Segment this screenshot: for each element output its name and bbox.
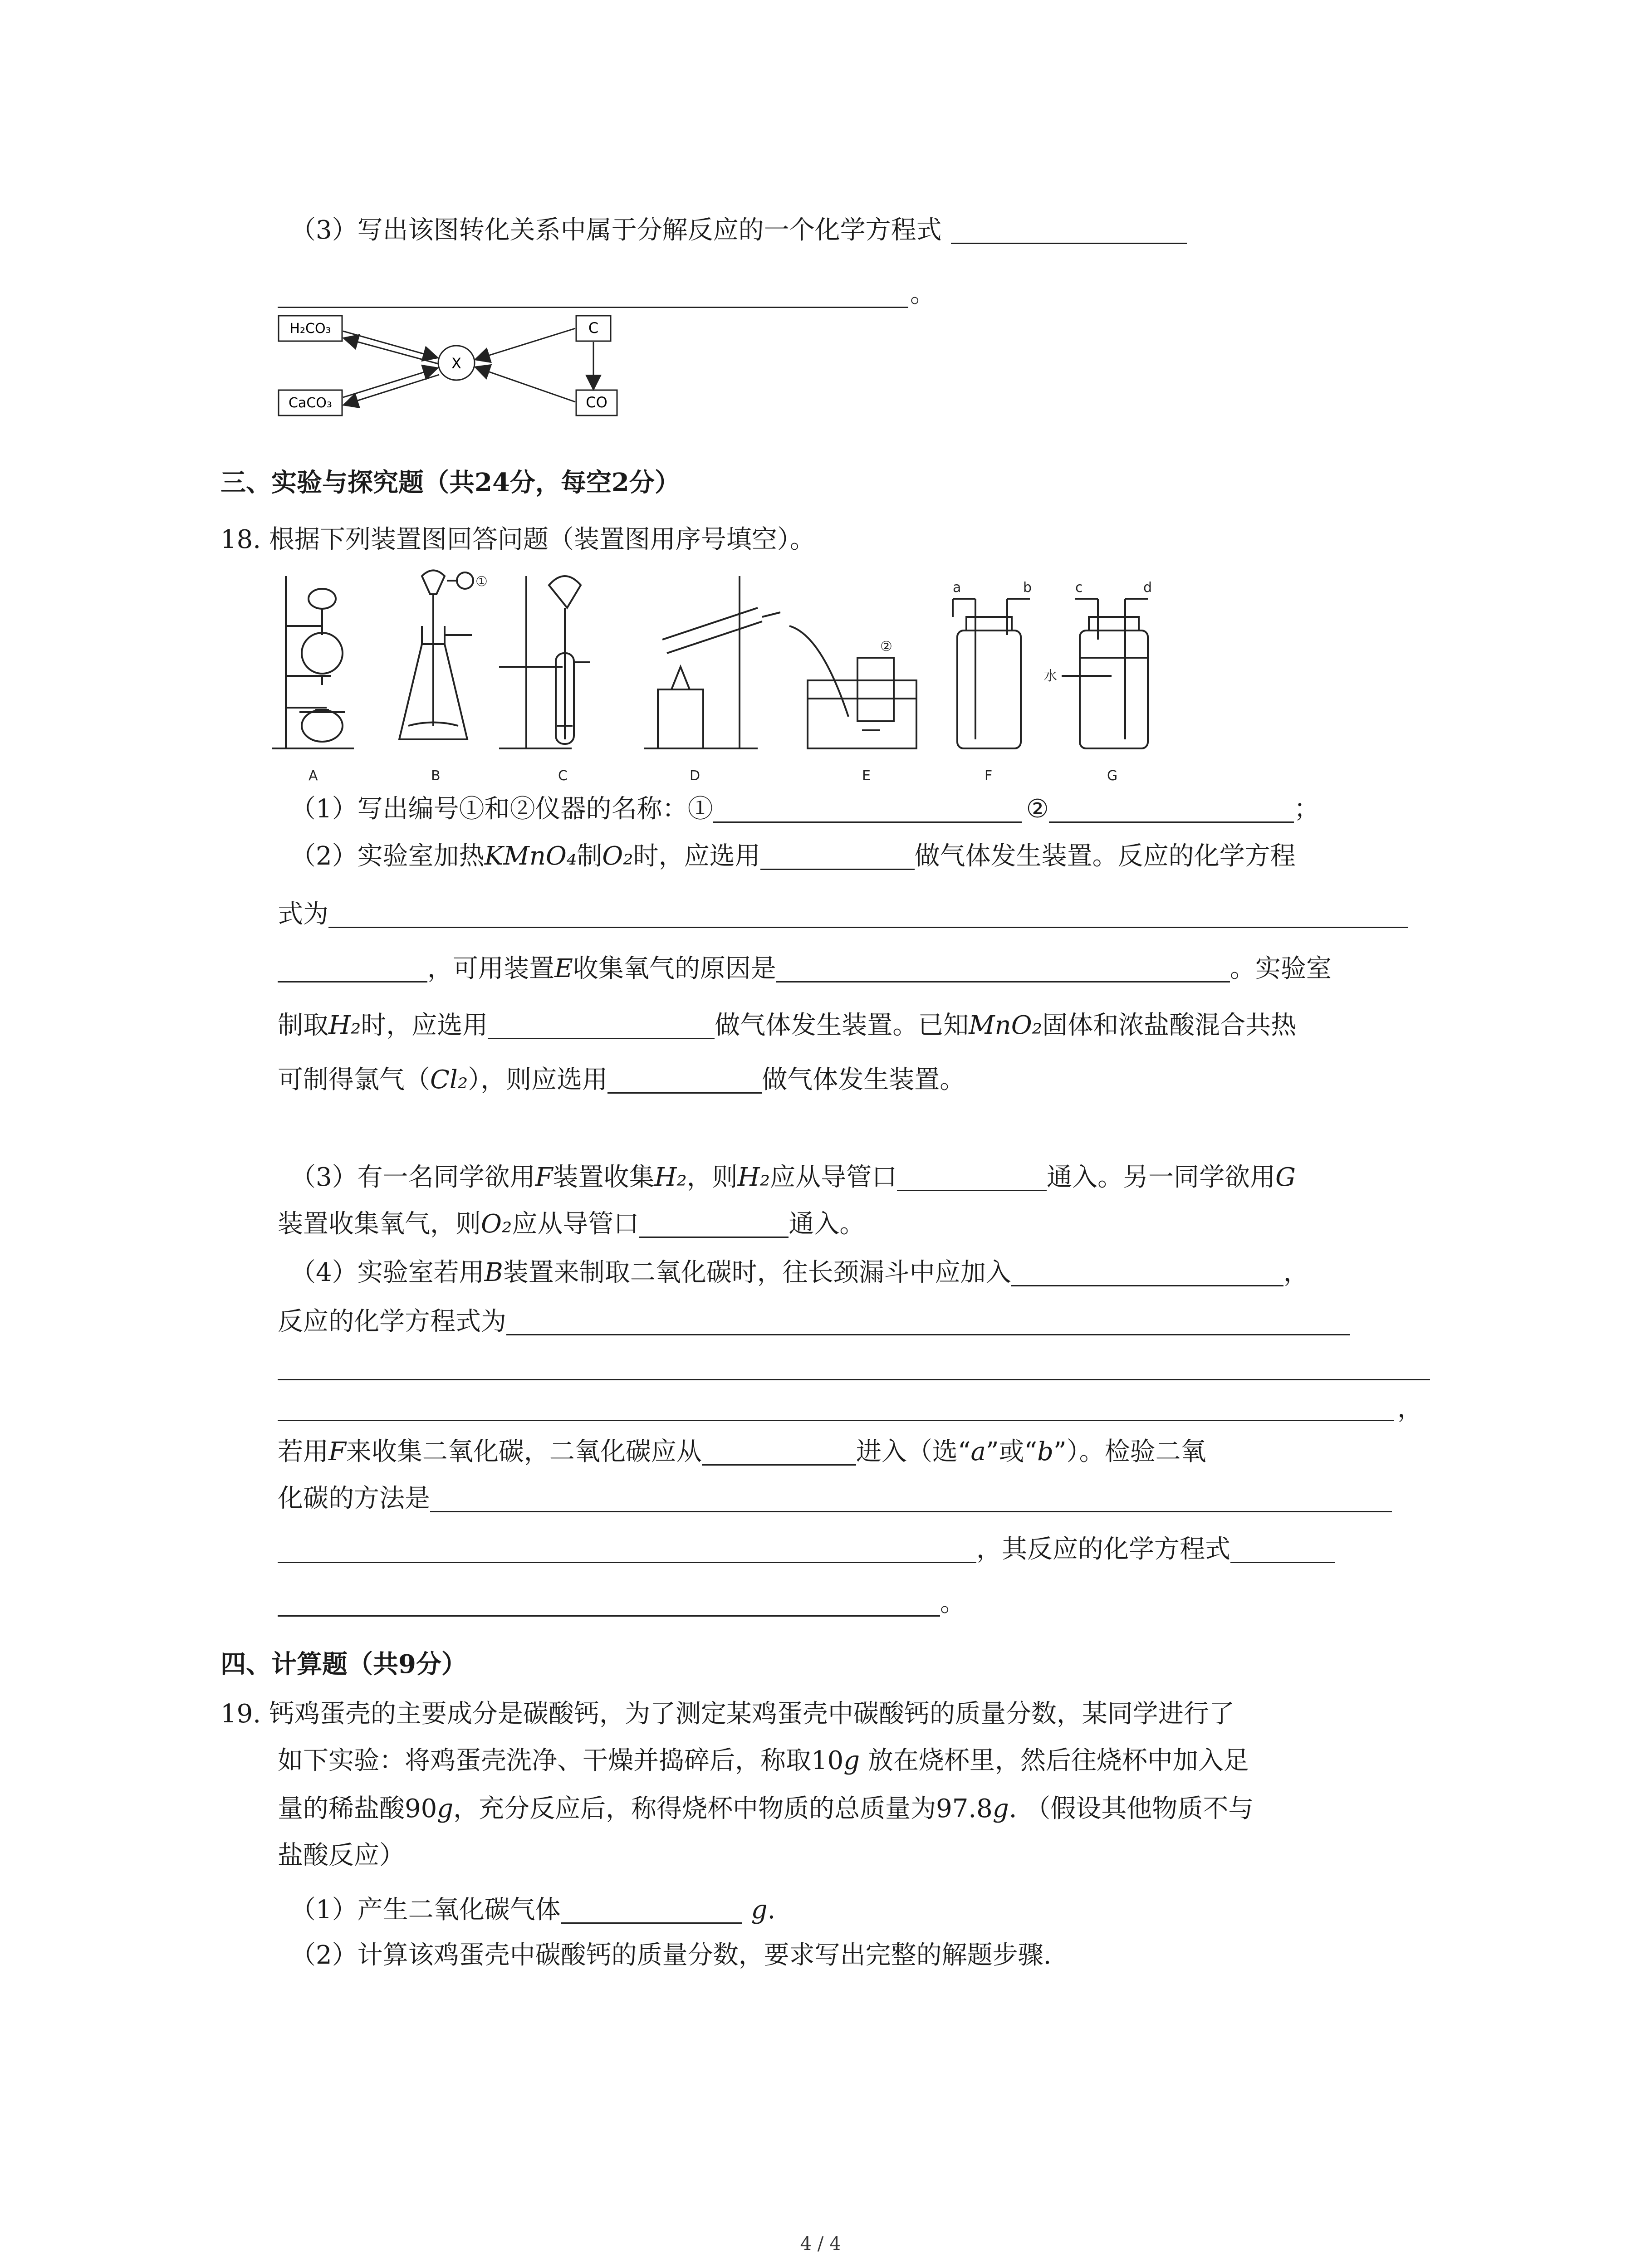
q18-3-line1: （3）有一名同学欲用F装置收集H₂，则H₂应从导管口 通入。另一同学欲用G — [290, 1163, 1296, 1192]
apparatus-d — [644, 576, 780, 748]
answer-blank[interactable] — [561, 1897, 742, 1924]
label-e: E — [862, 768, 871, 784]
q18-4-line4: 化碳的方法是 — [278, 1482, 1392, 1515]
apparatus-c — [499, 576, 590, 748]
q19-1-line: （1）产生二氧化碳气体 g. — [290, 1895, 776, 1925]
q18-stem: 18. 根据下列装置图回答问题（装置图用序号填空）。 — [220, 525, 815, 554]
answer-blank[interactable] — [1230, 1536, 1335, 1563]
q18-4-line3: 若用F来收集二氧化碳，二氧化碳应从 进入（选“a”或“b”）。检验二氧 — [278, 1437, 1206, 1466]
answer-blank[interactable] — [951, 217, 1187, 244]
arrow-x-to-caco3 — [345, 375, 439, 405]
label-f: F — [985, 768, 993, 784]
page-number: 4 / 4 — [800, 2234, 841, 2254]
q17-3-text: （3）写出该图转化关系中属于分解反应的一个化学方程式 — [290, 215, 942, 245]
arrow-c-to-x — [476, 328, 575, 359]
answer-blank[interactable] — [278, 1590, 940, 1617]
q19-line4: 盐酸反应） — [278, 1841, 405, 1870]
h2co3-label: H₂CO₃ — [289, 321, 331, 337]
section4-title: 四、计算题（共9分） — [220, 1649, 467, 1679]
apparatus-b — [399, 571, 473, 740]
arrow-h2co3-to-x — [343, 331, 436, 357]
q18-4-line5: ，其反应的化学方程式 — [278, 1533, 1335, 1566]
q18-2-line3: ，可用装置E收集氧气的原因是 。实验室 — [278, 953, 1332, 985]
answer-blank[interactable] — [713, 796, 1022, 823]
q19-2-line: （2）计算该鸡蛋壳中碳酸钙的质量分数，要求写出完整的解题步骤. — [290, 1941, 1052, 1970]
q18-4-comma: ， — [1397, 1394, 1423, 1423]
q19-line2: 如下实验：将鸡蛋壳洗净、干燥并捣碎后，称取10g 放在烧杯里，然后往烧杯中加入足 — [278, 1746, 1249, 1775]
apparatus-f — [953, 599, 1030, 748]
marker-2: ② — [880, 639, 892, 655]
c-label: C — [588, 319, 599, 337]
section3-title: 三、实验与探究题（共24分，每空2分） — [220, 468, 680, 498]
answer-blank[interactable] — [1049, 796, 1294, 823]
x-label: X — [451, 355, 461, 372]
answer-blank[interactable] — [760, 843, 915, 870]
label-a: A — [309, 768, 318, 784]
port-c: c — [1075, 580, 1083, 596]
answer-blank[interactable] — [506, 1309, 1350, 1335]
apparatus-e — [789, 626, 916, 748]
q18-2-line2: 式为 — [278, 898, 1408, 931]
q18-4-line2: 反应的化学方程式为 — [278, 1305, 1350, 1338]
q18-3-line2: 装置收集氧气，则O₂应从导管口 通入。 — [278, 1209, 865, 1239]
q18-2-line4: 制取H₂时，应选用 做气体发生装置。已知MnO₂固体和浓盐酸混合共热 — [278, 1011, 1297, 1040]
co-label: CO — [586, 394, 607, 411]
answer-blank[interactable] — [278, 956, 427, 982]
answer-blank[interactable] — [278, 1536, 976, 1563]
apparatus-figure — [272, 567, 1180, 798]
answer-blank[interactable] — [702, 1439, 856, 1466]
q18-4-line1: （4）实验室若用B装置来制取二氧化碳时，往长颈漏斗中应加入 ， — [290, 1258, 1309, 1287]
answer-blank[interactable] — [278, 1379, 1430, 1380]
apparatus-g — [1062, 599, 1148, 748]
arrow-co-to-x — [476, 367, 575, 402]
answer-blank[interactable] — [278, 1420, 1394, 1421]
q17-3-end: 。 — [910, 279, 936, 308]
port-a: a — [953, 580, 961, 596]
apparatus-a — [272, 576, 354, 748]
answer-blank[interactable] — [607, 1067, 762, 1094]
caco3-label: CaCO₃ — [289, 395, 332, 411]
answer-blank[interactable] — [639, 1211, 789, 1238]
port-d: d — [1143, 580, 1152, 596]
answer-blank[interactable] — [1011, 1260, 1283, 1286]
arrow-caco3-to-x — [343, 368, 436, 397]
q18-1-line: （1）写出编号①和②仪器的名称：① ② ； — [290, 794, 1319, 824]
water-label: 水 — [1043, 668, 1057, 684]
q17-3-line — [290, 214, 1187, 247]
label-b: B — [431, 768, 441, 784]
answer-blank[interactable] — [488, 1012, 715, 1039]
marker-1: ① — [475, 574, 488, 590]
arrow-x-to-h2co3 — [345, 338, 438, 364]
q19-line3: 量的稀盐酸90g，充分反应后，称得烧杯中物质的总质量为97.8g. （假设其他物质不与 — [278, 1794, 1254, 1823]
answer-blank[interactable] — [776, 956, 1230, 982]
q19-line1: 19. 钙鸡蛋壳的主要成分是碳酸钙，为了测定某鸡蛋壳中碳酸钙的质量分数，某同学进行了 — [220, 1699, 1234, 1729]
answer-blank[interactable] — [278, 307, 908, 308]
answer-blank[interactable] — [897, 1164, 1047, 1191]
q18-2-line5: 可制得氯气（Cl₂），则应选用 做气体发生装置。 — [278, 1065, 965, 1095]
label-d: D — [690, 768, 700, 784]
label-g: G — [1107, 768, 1118, 784]
q18-2-line1: （2）实验室加热KMnO₄制O₂时，应选用 做气体发生装置。反应的化学方程 — [290, 841, 1296, 871]
q18-4-line6: 。 — [278, 1587, 965, 1619]
answer-blank[interactable] — [328, 901, 1408, 928]
answer-blank[interactable] — [430, 1486, 1392, 1512]
conversion-diagram — [272, 308, 635, 426]
port-b: b — [1023, 580, 1032, 596]
label-c: C — [558, 768, 568, 784]
